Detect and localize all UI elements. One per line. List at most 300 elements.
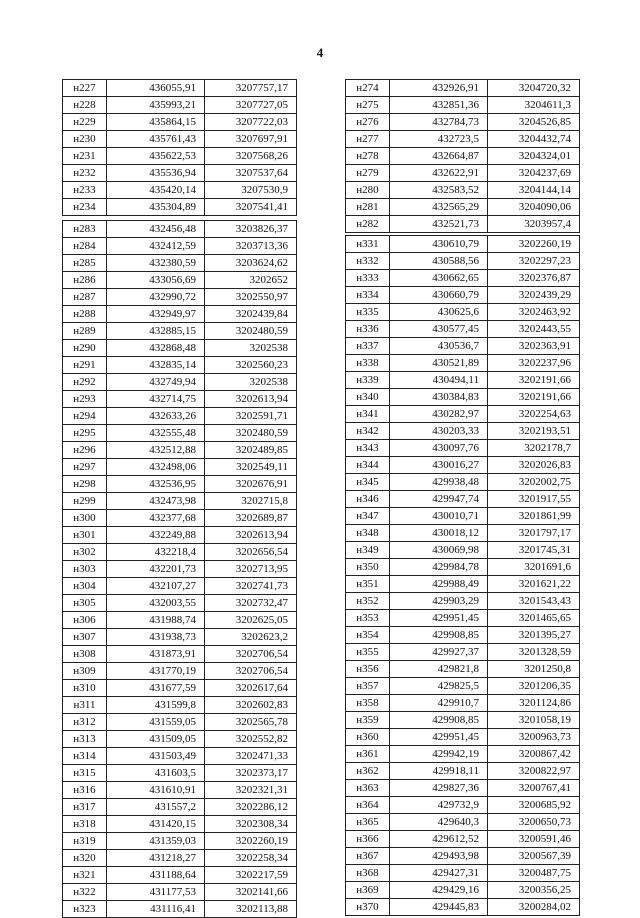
x-coordinate-cell: 431677,59 xyxy=(107,680,205,697)
point-id-cell: н228 xyxy=(63,97,107,114)
point-id-cell: н349 xyxy=(346,542,390,559)
point-id-cell: н335 xyxy=(346,304,390,321)
point-id-cell: н348 xyxy=(346,525,390,542)
x-coordinate-cell: 431503,49 xyxy=(107,748,205,765)
table-row xyxy=(63,340,297,357)
table-row xyxy=(346,406,580,423)
x-coordinate-cell: 432456,48 xyxy=(107,221,205,238)
x-coordinate-cell: 429903,29 xyxy=(390,593,488,610)
y-coordinate-cell: 3202471,33 xyxy=(205,748,297,765)
point-id-cell: н289 xyxy=(63,323,107,340)
table-row xyxy=(346,131,580,148)
x-coordinate-cell: 432851,36 xyxy=(390,97,488,114)
x-coordinate-cell: 429493,98 xyxy=(390,848,488,865)
table-row xyxy=(346,304,580,321)
table-row xyxy=(346,780,580,797)
x-coordinate-cell: 433056,69 xyxy=(107,272,205,289)
x-coordinate-cell: 432990,72 xyxy=(107,289,205,306)
point-id-cell: н358 xyxy=(346,695,390,712)
table-row xyxy=(63,80,297,97)
y-coordinate-cell: 3207697,91 xyxy=(205,131,297,148)
point-id-cell: н274 xyxy=(346,80,390,97)
x-coordinate-cell: 435761,43 xyxy=(107,131,205,148)
y-coordinate-cell: 3202623,2 xyxy=(205,629,297,646)
y-coordinate-cell: 3204090,06 xyxy=(488,199,580,216)
y-coordinate-cell: 3202443,55 xyxy=(488,321,580,338)
table-row xyxy=(346,338,580,355)
y-coordinate-cell: 3202193,51 xyxy=(488,423,580,440)
table-row xyxy=(346,80,580,97)
table-row xyxy=(346,440,580,457)
x-coordinate-cell: 431509,05 xyxy=(107,731,205,748)
table-row xyxy=(63,374,297,391)
x-coordinate-cell: 430662,65 xyxy=(390,270,488,287)
table-row xyxy=(346,746,580,763)
y-coordinate-cell: 3202676,91 xyxy=(205,476,297,493)
table-row xyxy=(346,865,580,882)
x-coordinate-cell: 429908,85 xyxy=(390,627,488,644)
y-coordinate-cell: 3202439,84 xyxy=(205,306,297,323)
table-row xyxy=(346,882,580,899)
table-row xyxy=(63,867,297,884)
point-id-cell: н347 xyxy=(346,508,390,525)
table-row xyxy=(346,253,580,270)
table-row xyxy=(63,663,297,680)
table-row xyxy=(346,474,580,491)
point-id-cell: н359 xyxy=(346,712,390,729)
y-coordinate-cell: 3202191,66 xyxy=(488,389,580,406)
point-id-cell: н303 xyxy=(63,561,107,578)
y-coordinate-cell: 3202178,7 xyxy=(488,440,580,457)
y-coordinate-cell: 3207757,17 xyxy=(205,80,297,97)
x-coordinate-cell: 432949,97 xyxy=(107,306,205,323)
x-coordinate-cell: 432003,55 xyxy=(107,595,205,612)
y-coordinate-cell: 3202217,59 xyxy=(205,867,297,884)
y-coordinate-cell: 3204237,69 xyxy=(488,165,580,182)
point-id-cell: н313 xyxy=(63,731,107,748)
x-coordinate-cell: 429984,78 xyxy=(390,559,488,576)
point-id-cell: н314 xyxy=(63,748,107,765)
x-coordinate-cell: 429942,19 xyxy=(390,746,488,763)
point-id-cell: н318 xyxy=(63,816,107,833)
table-row xyxy=(346,508,580,525)
point-id-cell: н319 xyxy=(63,833,107,850)
y-coordinate-cell: 3202706,54 xyxy=(205,646,297,663)
x-coordinate-cell: 430384,83 xyxy=(390,389,488,406)
y-coordinate-cell: 3201250,8 xyxy=(488,661,580,678)
x-coordinate-cell: 429951,45 xyxy=(390,610,488,627)
table-row xyxy=(63,578,297,595)
point-id-cell: н356 xyxy=(346,661,390,678)
table-row xyxy=(346,199,580,216)
x-coordinate-cell: 432714,75 xyxy=(107,391,205,408)
point-id-cell: н368 xyxy=(346,865,390,882)
x-coordinate-cell: 435864,15 xyxy=(107,114,205,131)
point-id-cell: н320 xyxy=(63,850,107,867)
x-coordinate-cell: 432377,68 xyxy=(107,510,205,527)
point-id-cell: н281 xyxy=(346,199,390,216)
table-row xyxy=(63,408,297,425)
table-row xyxy=(63,544,297,561)
y-coordinate-cell: 3207722,03 xyxy=(205,114,297,131)
y-coordinate-cell: 3202254,63 xyxy=(488,406,580,423)
table-row xyxy=(63,148,297,165)
point-id-cell: н292 xyxy=(63,374,107,391)
y-coordinate-cell: 3202260,19 xyxy=(488,236,580,253)
table-row xyxy=(63,289,297,306)
point-id-cell: н350 xyxy=(346,559,390,576)
x-coordinate-cell: 435622,53 xyxy=(107,148,205,165)
y-coordinate-cell: 3207541,41 xyxy=(205,199,297,216)
point-id-cell: н369 xyxy=(346,882,390,899)
coordinates-table-right-main xyxy=(345,235,580,916)
point-id-cell: н331 xyxy=(346,236,390,253)
table-row xyxy=(63,272,297,289)
point-id-cell: н290 xyxy=(63,340,107,357)
y-coordinate-cell: 3202613,94 xyxy=(205,391,297,408)
y-coordinate-cell: 3202376,87 xyxy=(488,270,580,287)
x-coordinate-cell: 431116,41 xyxy=(107,901,205,918)
y-coordinate-cell: 3202258,34 xyxy=(205,850,297,867)
point-id-cell: н285 xyxy=(63,255,107,272)
point-id-cell: н305 xyxy=(63,595,107,612)
y-coordinate-cell: 3202286,12 xyxy=(205,799,297,816)
x-coordinate-cell: 432107,27 xyxy=(107,578,205,595)
table-row xyxy=(63,442,297,459)
point-id-cell: н340 xyxy=(346,389,390,406)
point-id-cell: н351 xyxy=(346,576,390,593)
y-coordinate-cell: 3201543,43 xyxy=(488,593,580,610)
y-coordinate-cell: 3202538 xyxy=(205,374,297,391)
table-row xyxy=(63,182,297,199)
y-coordinate-cell: 3203713,36 xyxy=(205,238,297,255)
point-id-cell: н338 xyxy=(346,355,390,372)
point-id-cell: н298 xyxy=(63,476,107,493)
table-row xyxy=(63,459,297,476)
table-row xyxy=(346,216,580,233)
y-coordinate-cell: 3201797,17 xyxy=(488,525,580,542)
point-id-cell: н322 xyxy=(63,884,107,901)
table-row xyxy=(63,306,297,323)
point-id-cell: н279 xyxy=(346,165,390,182)
point-id-cell: н275 xyxy=(346,97,390,114)
x-coordinate-cell: 431420,15 xyxy=(107,816,205,833)
table-row xyxy=(63,221,297,238)
y-coordinate-cell: 3202732,47 xyxy=(205,595,297,612)
point-id-cell: н302 xyxy=(63,544,107,561)
table-row xyxy=(346,763,580,780)
point-id-cell: н230 xyxy=(63,131,107,148)
y-coordinate-cell: 3202560,23 xyxy=(205,357,297,374)
table-row xyxy=(63,884,297,901)
point-id-cell: н295 xyxy=(63,425,107,442)
table-row xyxy=(346,644,580,661)
y-coordinate-cell: 3202373,17 xyxy=(205,765,297,782)
x-coordinate-cell: 431770,19 xyxy=(107,663,205,680)
point-id-cell: н364 xyxy=(346,797,390,814)
y-coordinate-cell: 3200591,46 xyxy=(488,831,580,848)
point-id-cell: н316 xyxy=(63,782,107,799)
x-coordinate-cell: 432749,94 xyxy=(107,374,205,391)
y-coordinate-cell: 3201861,99 xyxy=(488,508,580,525)
y-coordinate-cell: 3202480,59 xyxy=(205,323,297,340)
table-row xyxy=(346,457,580,474)
y-coordinate-cell: 3202689,87 xyxy=(205,510,297,527)
y-coordinate-cell: 3202237,96 xyxy=(488,355,580,372)
table-row xyxy=(346,321,580,338)
x-coordinate-cell: 431938,73 xyxy=(107,629,205,646)
x-coordinate-cell: 432835,14 xyxy=(107,357,205,374)
point-id-cell: н300 xyxy=(63,510,107,527)
point-id-cell: н282 xyxy=(346,216,390,233)
x-coordinate-cell: 430494,11 xyxy=(390,372,488,389)
x-coordinate-cell: 429732,9 xyxy=(390,797,488,814)
x-coordinate-cell: 431610,91 xyxy=(107,782,205,799)
table-row xyxy=(346,593,580,610)
point-id-cell: н234 xyxy=(63,199,107,216)
table-row xyxy=(346,627,580,644)
point-id-cell: н283 xyxy=(63,221,107,238)
y-coordinate-cell: 3201058,19 xyxy=(488,712,580,729)
point-id-cell: н293 xyxy=(63,391,107,408)
point-id-cell: н277 xyxy=(346,131,390,148)
table-row xyxy=(63,165,297,182)
point-id-cell: н360 xyxy=(346,729,390,746)
table-row xyxy=(346,831,580,848)
table-row xyxy=(63,799,297,816)
y-coordinate-cell: 3202565,78 xyxy=(205,714,297,731)
x-coordinate-cell: 432583,52 xyxy=(390,182,488,199)
x-coordinate-cell: 435420,14 xyxy=(107,182,205,199)
y-coordinate-cell: 3201745,31 xyxy=(488,542,580,559)
y-coordinate-cell: 3202625,05 xyxy=(205,612,297,629)
y-coordinate-cell: 3201917,55 xyxy=(488,491,580,508)
point-id-cell: н307 xyxy=(63,629,107,646)
x-coordinate-cell: 429821,8 xyxy=(390,661,488,678)
y-coordinate-cell: 3201691,6 xyxy=(488,559,580,576)
y-coordinate-cell: 3202538 xyxy=(205,340,297,357)
y-coordinate-cell: 3202260,19 xyxy=(205,833,297,850)
y-coordinate-cell: 3200356,25 xyxy=(488,882,580,899)
y-coordinate-cell: 3202363,91 xyxy=(488,338,580,355)
table-row xyxy=(63,97,297,114)
point-id-cell: н280 xyxy=(346,182,390,199)
table-row xyxy=(346,389,580,406)
y-coordinate-cell: 3202463,92 xyxy=(488,304,580,321)
y-coordinate-cell: 3202480,59 xyxy=(205,425,297,442)
point-id-cell: н317 xyxy=(63,799,107,816)
point-id-cell: н294 xyxy=(63,408,107,425)
table-row xyxy=(63,425,297,442)
table-row xyxy=(63,323,297,340)
point-id-cell: н365 xyxy=(346,814,390,831)
y-coordinate-cell: 3201621,22 xyxy=(488,576,580,593)
page-number: 4 xyxy=(316,45,324,60)
table-row xyxy=(346,372,580,389)
point-id-cell: н343 xyxy=(346,440,390,457)
table-row xyxy=(63,646,297,663)
y-coordinate-cell: 3203957,4 xyxy=(488,216,580,233)
point-id-cell: н362 xyxy=(346,763,390,780)
table-row xyxy=(63,731,297,748)
point-id-cell: н367 xyxy=(346,848,390,865)
x-coordinate-cell: 429612,52 xyxy=(390,831,488,848)
point-id-cell: н342 xyxy=(346,423,390,440)
point-id-cell: н309 xyxy=(63,663,107,680)
x-coordinate-cell: 432473,98 xyxy=(107,493,205,510)
x-coordinate-cell: 431988,74 xyxy=(107,612,205,629)
table-row xyxy=(63,714,297,731)
table-row xyxy=(63,114,297,131)
point-id-cell: н333 xyxy=(346,270,390,287)
x-coordinate-cell: 435993,21 xyxy=(107,97,205,114)
coordinates-table-left-top xyxy=(62,79,297,216)
table-row xyxy=(346,576,580,593)
x-coordinate-cell: 429988,49 xyxy=(390,576,488,593)
table-row xyxy=(63,561,297,578)
table-row xyxy=(346,814,580,831)
x-coordinate-cell: 436055,91 xyxy=(107,80,205,97)
x-coordinate-cell: 432201,73 xyxy=(107,561,205,578)
table-row xyxy=(346,729,580,746)
y-coordinate-cell: 3200685,92 xyxy=(488,797,580,814)
point-id-cell: н357 xyxy=(346,678,390,695)
point-id-cell: н353 xyxy=(346,610,390,627)
y-coordinate-cell: 3204611,3 xyxy=(488,97,580,114)
x-coordinate-cell: 432723,5 xyxy=(390,131,488,148)
y-coordinate-cell: 3202713,95 xyxy=(205,561,297,578)
point-id-cell: н310 xyxy=(63,680,107,697)
x-coordinate-cell: 430536,7 xyxy=(390,338,488,355)
x-coordinate-cell: 432868,48 xyxy=(107,340,205,357)
x-coordinate-cell: 432633,26 xyxy=(107,408,205,425)
table-row xyxy=(346,148,580,165)
point-id-cell: н346 xyxy=(346,491,390,508)
table-row xyxy=(346,491,580,508)
table-row xyxy=(63,255,297,272)
table-row xyxy=(346,423,580,440)
x-coordinate-cell: 435536,94 xyxy=(107,165,205,182)
point-id-cell: н311 xyxy=(63,697,107,714)
x-coordinate-cell: 431359,03 xyxy=(107,833,205,850)
y-coordinate-cell: 3202652 xyxy=(205,272,297,289)
y-coordinate-cell: 3200284,02 xyxy=(488,899,580,916)
point-id-cell: н297 xyxy=(63,459,107,476)
point-id-cell: н352 xyxy=(346,593,390,610)
point-id-cell: н337 xyxy=(346,338,390,355)
table-row xyxy=(63,782,297,799)
x-coordinate-cell: 429908,85 xyxy=(390,712,488,729)
table-row xyxy=(346,695,580,712)
table-row xyxy=(346,678,580,695)
point-id-cell: н354 xyxy=(346,627,390,644)
table-row xyxy=(63,901,297,918)
y-coordinate-cell: 3202591,71 xyxy=(205,408,297,425)
table-row xyxy=(346,559,580,576)
y-coordinate-cell: 3202002,75 xyxy=(488,474,580,491)
x-coordinate-cell: 431603,5 xyxy=(107,765,205,782)
y-coordinate-cell: 3200822,97 xyxy=(488,763,580,780)
x-coordinate-cell: 431557,2 xyxy=(107,799,205,816)
x-coordinate-cell: 429951,45 xyxy=(390,729,488,746)
point-id-cell: н355 xyxy=(346,644,390,661)
table-row xyxy=(346,270,580,287)
x-coordinate-cell: 430625,6 xyxy=(390,304,488,321)
x-coordinate-cell: 432218,4 xyxy=(107,544,205,561)
coordinates-table-left-main xyxy=(62,220,297,918)
table-row xyxy=(63,680,297,697)
x-coordinate-cell: 432664,87 xyxy=(390,148,488,165)
table-row xyxy=(346,114,580,131)
table-row xyxy=(63,476,297,493)
table-row xyxy=(63,238,297,255)
point-id-cell: н370 xyxy=(346,899,390,916)
point-id-cell: н227 xyxy=(63,80,107,97)
point-id-cell: н231 xyxy=(63,148,107,165)
point-id-cell: н345 xyxy=(346,474,390,491)
y-coordinate-cell: 3202141,66 xyxy=(205,884,297,901)
table-row xyxy=(346,542,580,559)
table-row xyxy=(346,97,580,114)
point-id-cell: н323 xyxy=(63,901,107,918)
y-coordinate-cell: 3202113,88 xyxy=(205,901,297,918)
x-coordinate-cell: 432498,06 xyxy=(107,459,205,476)
y-coordinate-cell: 3201206,35 xyxy=(488,678,580,695)
table-row xyxy=(346,610,580,627)
x-coordinate-cell: 432521,73 xyxy=(390,216,488,233)
y-coordinate-cell: 3202656,54 xyxy=(205,544,297,561)
point-id-cell: н334 xyxy=(346,287,390,304)
table-row xyxy=(63,510,297,527)
x-coordinate-cell: 429640,3 xyxy=(390,814,488,831)
point-id-cell: н233 xyxy=(63,182,107,199)
point-id-cell: н288 xyxy=(63,306,107,323)
table-row xyxy=(346,355,580,372)
point-id-cell: н229 xyxy=(63,114,107,131)
x-coordinate-cell: 429429,16 xyxy=(390,882,488,899)
point-id-cell: н308 xyxy=(63,646,107,663)
table-row xyxy=(346,797,580,814)
y-coordinate-cell: 3207537,64 xyxy=(205,165,297,182)
table-row xyxy=(346,182,580,199)
x-coordinate-cell: 430588,56 xyxy=(390,253,488,270)
x-coordinate-cell: 429947,74 xyxy=(390,491,488,508)
x-coordinate-cell: 432380,59 xyxy=(107,255,205,272)
x-coordinate-cell: 430010,71 xyxy=(390,508,488,525)
y-coordinate-cell: 3204432,74 xyxy=(488,131,580,148)
point-id-cell: н361 xyxy=(346,746,390,763)
table-row xyxy=(346,661,580,678)
x-coordinate-cell: 432512,88 xyxy=(107,442,205,459)
table-row xyxy=(346,525,580,542)
point-id-cell: н296 xyxy=(63,442,107,459)
y-coordinate-cell: 3201328,59 xyxy=(488,644,580,661)
x-coordinate-cell: 435304,89 xyxy=(107,199,205,216)
y-coordinate-cell: 3201124,86 xyxy=(488,695,580,712)
x-coordinate-cell: 431599,8 xyxy=(107,697,205,714)
y-coordinate-cell: 3204526,85 xyxy=(488,114,580,131)
y-coordinate-cell: 3202026,83 xyxy=(488,457,580,474)
y-coordinate-cell: 3202741,73 xyxy=(205,578,297,595)
table-row xyxy=(63,357,297,374)
y-coordinate-cell: 3200487,75 xyxy=(488,865,580,882)
table-row xyxy=(346,712,580,729)
table-row xyxy=(63,629,297,646)
y-coordinate-cell: 3200767,41 xyxy=(488,780,580,797)
x-coordinate-cell: 432536,95 xyxy=(107,476,205,493)
y-coordinate-cell: 3203624,62 xyxy=(205,255,297,272)
x-coordinate-cell: 432565,29 xyxy=(390,199,488,216)
